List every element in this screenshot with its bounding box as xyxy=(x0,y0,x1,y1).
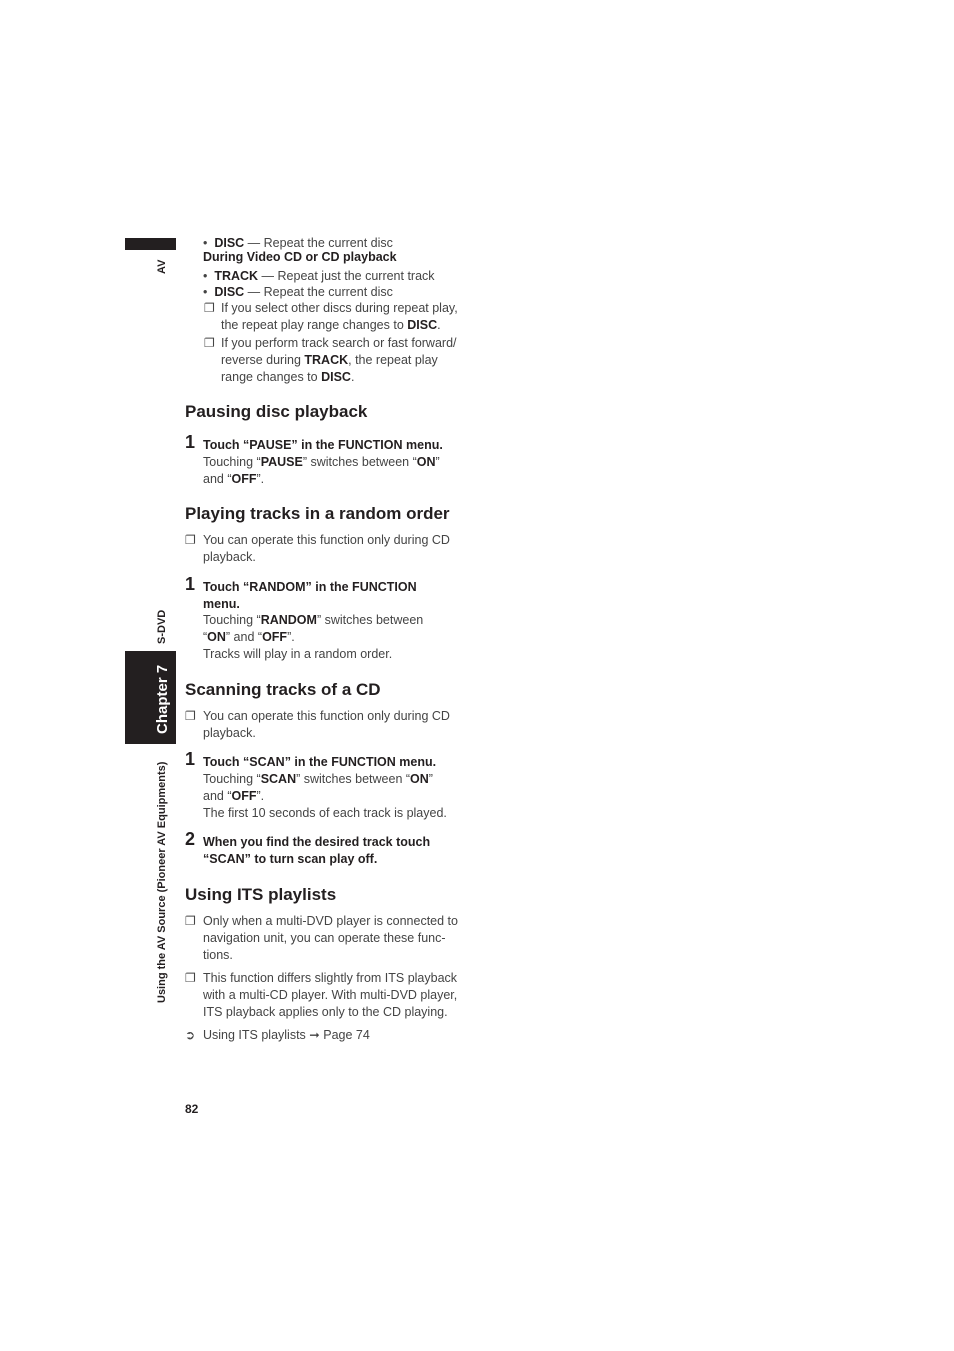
note-its-2: This function differs slightly from ITS playback with a multi-CD player. With multi-DVD player, ITS playback applies only to the CD playing. xyxy=(203,971,458,1019)
bullet-disc: • DISC — Repeat the current disc xyxy=(203,236,393,250)
note-repeat-2: If you perform track search or fast forward/ reverse during TRACK, the repeat play range changes to DISC. xyxy=(221,336,457,384)
step-number: 1 xyxy=(185,749,196,769)
bullet-disc-2: • DISC — Repeat the current disc xyxy=(203,285,393,299)
step-scan-title: Touch “SCAN” in the FUNCTION menu. xyxy=(203,755,437,769)
page-number: 82 xyxy=(185,1102,199,1116)
note-scan: You can operate this function only during CD playback. xyxy=(203,709,450,740)
subheading-vcd: During Video CD or CD playback xyxy=(203,250,397,264)
heading-pausing: Pausing disc playback xyxy=(185,402,368,421)
note-icon: ❐ xyxy=(185,533,196,547)
sidebar-av-label: AV xyxy=(156,259,168,274)
note-random: You can operate this function only during CD playback. xyxy=(203,533,450,564)
note-icon: ❐ xyxy=(204,301,215,315)
step-pause-title: Touch “PAUSE” in the FUNCTION menu. xyxy=(203,438,443,452)
step-number: 2 xyxy=(185,829,196,849)
reference-arrow-icon: ➲ xyxy=(185,1028,196,1042)
sidebar-sdvd-label: S-DVD xyxy=(156,609,168,644)
step-scan-body: Touching “SCAN” switches between “ON” and “OFF”. The first 10 seconds of each track is played. xyxy=(203,772,447,820)
chapter-label: Chapter 7 xyxy=(154,664,171,734)
bullet-track: • TRACK — Repeat just the current track xyxy=(203,269,435,283)
heading-random: Playing tracks in a random order xyxy=(185,504,450,523)
reference-its: Using ITS playlists ➞ Page 74 xyxy=(203,1028,370,1042)
step-scan-off: When you find the desired track touch “SCAN” to turn scan play off. xyxy=(203,835,431,866)
section-label: Using the AV Source (Pioneer AV Equipments) xyxy=(156,761,168,1003)
note-repeat-1: If you select other discs during repeat play, the repeat play range changes to DISC. xyxy=(221,301,458,332)
heading-scan: Scanning tracks of a CD xyxy=(185,680,381,699)
step-random-title: Touch “RANDOM” in the FUNCTION menu. xyxy=(203,580,417,611)
note-its-1: Only when a multi-DVD player is connected to navigation unit, you can operate these func- tions. xyxy=(203,914,458,962)
note-icon: ❐ xyxy=(185,971,196,985)
step-number: 1 xyxy=(185,574,196,594)
step-number: 1 xyxy=(185,432,196,452)
step-random-body: Touching “RANDOM” switches between “ON” and “OFF”. Tracks will play in a random order. xyxy=(203,613,424,661)
heading-its: Using ITS playlists xyxy=(185,885,337,904)
step-pause-body: Touching “PAUSE” switches between “ON” and “OFF”. xyxy=(203,455,440,486)
note-icon: ❐ xyxy=(204,336,215,350)
sidebar-tab-marker xyxy=(125,238,176,250)
note-icon: ❐ xyxy=(185,709,196,723)
note-icon: ❐ xyxy=(185,914,196,928)
